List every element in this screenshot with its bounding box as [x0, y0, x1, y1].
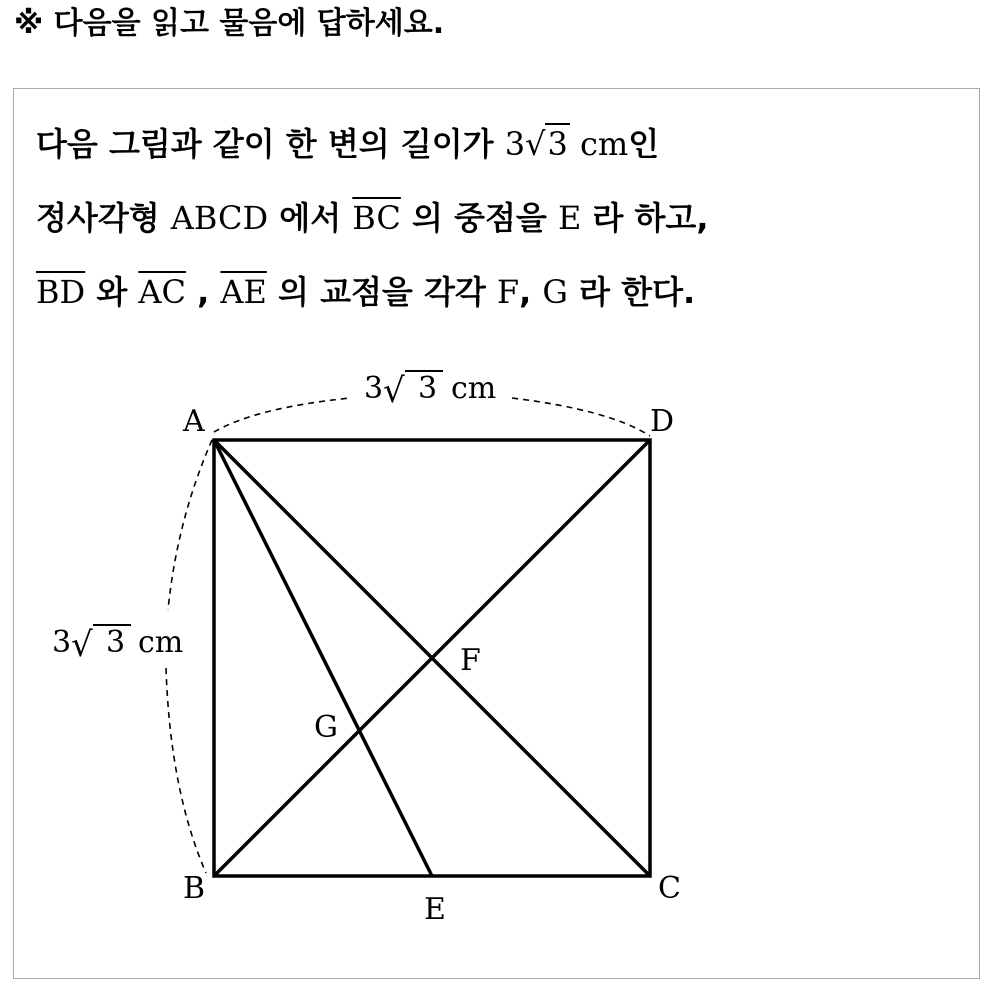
line1-text: 다음 그림과 같이 한 변의 길이가 — [36, 125, 505, 163]
line2-text: 정사각형 — [36, 199, 171, 237]
line3-t3: 의 교점을 각각 — [266, 273, 497, 311]
point-g: G — [542, 273, 568, 311]
left-length-coef: 3 — [52, 625, 72, 660]
line3-t2: , — [185, 273, 221, 311]
line2-mid2: 의 중점을 — [400, 199, 558, 237]
side-length-radicand: 3 — [547, 125, 568, 163]
line3-t1: 와 — [85, 273, 139, 311]
left-length-unit: cm — [138, 625, 184, 660]
label-e: E — [424, 892, 446, 927]
label-g: G — [314, 710, 338, 745]
label-f: F — [460, 643, 481, 678]
left-length-root: √ — [71, 625, 93, 665]
label-d: D — [650, 404, 675, 439]
line2-mid: 에서 — [268, 199, 353, 237]
point-e: E — [557, 199, 582, 237]
left-length-label — [52, 625, 183, 665]
unit-cm: cm — [569, 125, 629, 163]
line3-t4: , — [519, 273, 543, 311]
top-length-unit: cm — [451, 371, 497, 406]
line3-t5: 라 한다. — [567, 273, 696, 311]
label-c: C — [658, 871, 681, 906]
instruction-text: ※ 다음을 읽고 물음에 답하세요. — [14, 6, 445, 41]
left-length-radicand: 3 — [106, 625, 126, 660]
top-length-coef: 3 — [364, 371, 384, 406]
top-length-root: √ — [383, 371, 405, 411]
segment-bc: $\overline{BC}$ — [352, 199, 401, 237]
label-b: B — [183, 871, 206, 906]
point-f: F — [496, 273, 520, 311]
label-a: A — [183, 404, 205, 439]
segment-ae-line — [214, 440, 432, 876]
top-length-label — [364, 371, 496, 411]
segment-bd: $\overline{BD}$ — [36, 273, 86, 311]
root-sign: √ — [525, 125, 546, 163]
top-length-radicand: 3 — [418, 371, 438, 406]
line2-post: 라 하고, — [581, 199, 709, 237]
line1-post: 인 — [628, 125, 660, 163]
segment-ae: $\overline{AE}$ — [220, 273, 267, 311]
segment-ac: $\overline{AC}$ — [138, 273, 186, 311]
side-length-coef: 3 — [504, 125, 526, 163]
square-name: ABCD — [170, 199, 269, 237]
